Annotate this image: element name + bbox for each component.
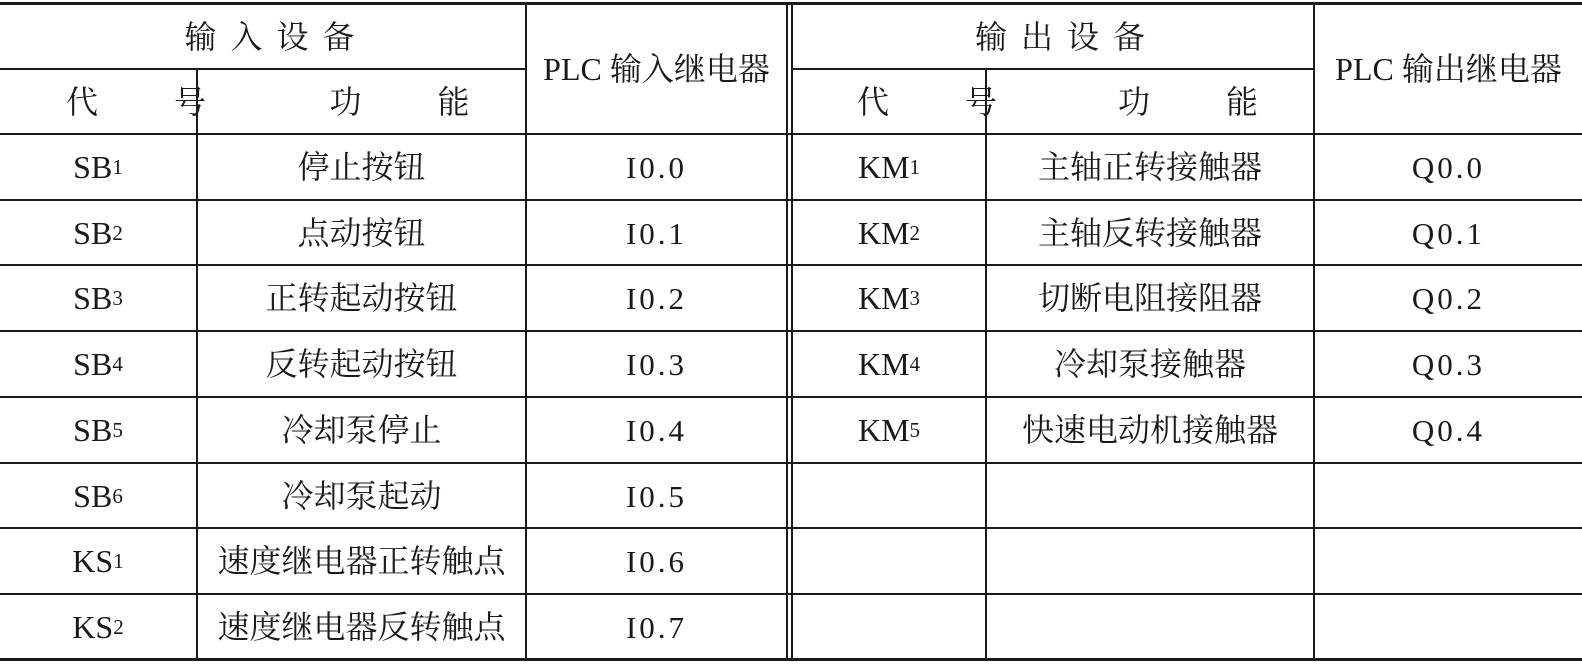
input-device-function: 点动按钮 xyxy=(297,214,426,252)
input-device-code xyxy=(0,464,196,528)
output-relay-address: Q0.0 xyxy=(1411,149,1486,185)
input-device-function: 正转起动按钮 xyxy=(265,279,458,317)
input-relay-address: I0.7 xyxy=(625,609,688,645)
device-code-letters: SB xyxy=(73,346,113,382)
device-code-index: 4 xyxy=(909,351,921,376)
device-code-letters: KM xyxy=(857,215,910,251)
output-device-function: 主轴反转接触器 xyxy=(1037,214,1262,252)
input-device-function: 速度继电器正转触点 xyxy=(217,542,506,580)
device-code-letters: KM xyxy=(857,149,910,185)
output-device-function xyxy=(987,529,1313,593)
input-relay-address: I0.2 xyxy=(625,280,688,316)
device-code-index: 4 xyxy=(112,351,123,376)
input-function-header: 功能 xyxy=(329,82,546,121)
device-code-index: 6 xyxy=(112,483,123,508)
output-relay-address xyxy=(1315,595,1582,659)
output-device-code xyxy=(793,332,985,396)
input-device-code xyxy=(0,595,196,659)
device-code-letters: KM xyxy=(857,412,910,448)
input-device-function: 停止按钮 xyxy=(297,148,426,186)
output-devices-title: 输出设备 xyxy=(974,17,1159,56)
device-code-index: 3 xyxy=(909,285,921,310)
output-relay-address: Q0.1 xyxy=(1411,215,1486,251)
output-relay-address: Q0.2 xyxy=(1411,280,1486,316)
device-code-index: 1 xyxy=(113,548,124,573)
input-device-code xyxy=(0,398,196,462)
input-code-header: 代号 xyxy=(66,82,283,121)
input-relay-address: I0.4 xyxy=(625,412,688,448)
input-device-code xyxy=(0,201,196,265)
device-code-letters: SB xyxy=(73,280,113,316)
input-device-code xyxy=(0,266,196,330)
device-code-index: 2 xyxy=(113,614,124,639)
device-code-letters: SB xyxy=(73,478,113,514)
device-code-letters: KM xyxy=(857,346,910,382)
output-device-function xyxy=(987,595,1313,659)
output-device-code xyxy=(793,398,985,462)
output-device-code xyxy=(793,201,985,265)
device-code-index: 5 xyxy=(112,417,123,442)
output-device-code xyxy=(793,464,985,528)
output-code-header: 代号 xyxy=(857,82,1074,121)
input-device-function: 冷却泵起动 xyxy=(281,477,442,515)
device-code-letters: SB xyxy=(73,215,113,251)
device-code-index: 2 xyxy=(112,220,123,245)
device-code-letters: KM xyxy=(857,280,910,316)
device-code-letters: KS xyxy=(72,609,114,645)
input-device-code xyxy=(0,135,196,199)
input-device-code xyxy=(0,332,196,396)
device-code-index: 5 xyxy=(909,417,921,442)
output-device-function: 切断电阻接阻器 xyxy=(1037,279,1262,317)
output-device-code xyxy=(793,529,985,593)
output-device-code xyxy=(793,266,985,330)
output-device-function: 主轴正转接触器 xyxy=(1037,148,1262,186)
device-code-index: 1 xyxy=(909,154,921,179)
device-code-letters: SB xyxy=(73,149,113,185)
input-relay-address: I0.1 xyxy=(625,215,688,251)
device-code-letters: KS xyxy=(72,543,114,579)
output-device-function: 冷却泵接触器 xyxy=(1053,345,1246,383)
input-relay-header: PLC 输入继电器 xyxy=(543,51,770,87)
input-relay-address: I0.5 xyxy=(625,478,688,514)
device-code-index: 2 xyxy=(909,220,921,245)
output-relay-address: Q0.3 xyxy=(1411,346,1486,382)
output-device-function xyxy=(987,464,1313,528)
input-device-function: 冷却泵停止 xyxy=(281,411,442,449)
output-relay-address xyxy=(1315,464,1582,528)
input-relay-address: I0.6 xyxy=(625,543,688,579)
input-relay-address: I0.0 xyxy=(625,149,688,185)
input-device-function: 反转起动按钮 xyxy=(265,345,458,383)
device-code-index: 3 xyxy=(112,285,123,310)
input-device-code xyxy=(0,529,196,593)
output-device-code xyxy=(793,595,985,659)
output-relay-address xyxy=(1315,529,1582,593)
output-function-header: 功能 xyxy=(1117,82,1334,121)
input-relay-address: I0.3 xyxy=(625,346,688,382)
device-code-letters: SB xyxy=(73,412,113,448)
device-code-index: 1 xyxy=(112,154,123,179)
output-device-code xyxy=(793,135,985,199)
output-relay-header: PLC 输出继电器 xyxy=(1335,51,1562,87)
input-devices-title: 输入设备 xyxy=(184,17,369,56)
input-device-function: 速度继电器反转触点 xyxy=(217,608,506,646)
output-relay-address: Q0.4 xyxy=(1411,412,1486,448)
section-divider-left xyxy=(786,3,788,659)
output-device-function: 快速电动机接触器 xyxy=(1021,411,1278,449)
